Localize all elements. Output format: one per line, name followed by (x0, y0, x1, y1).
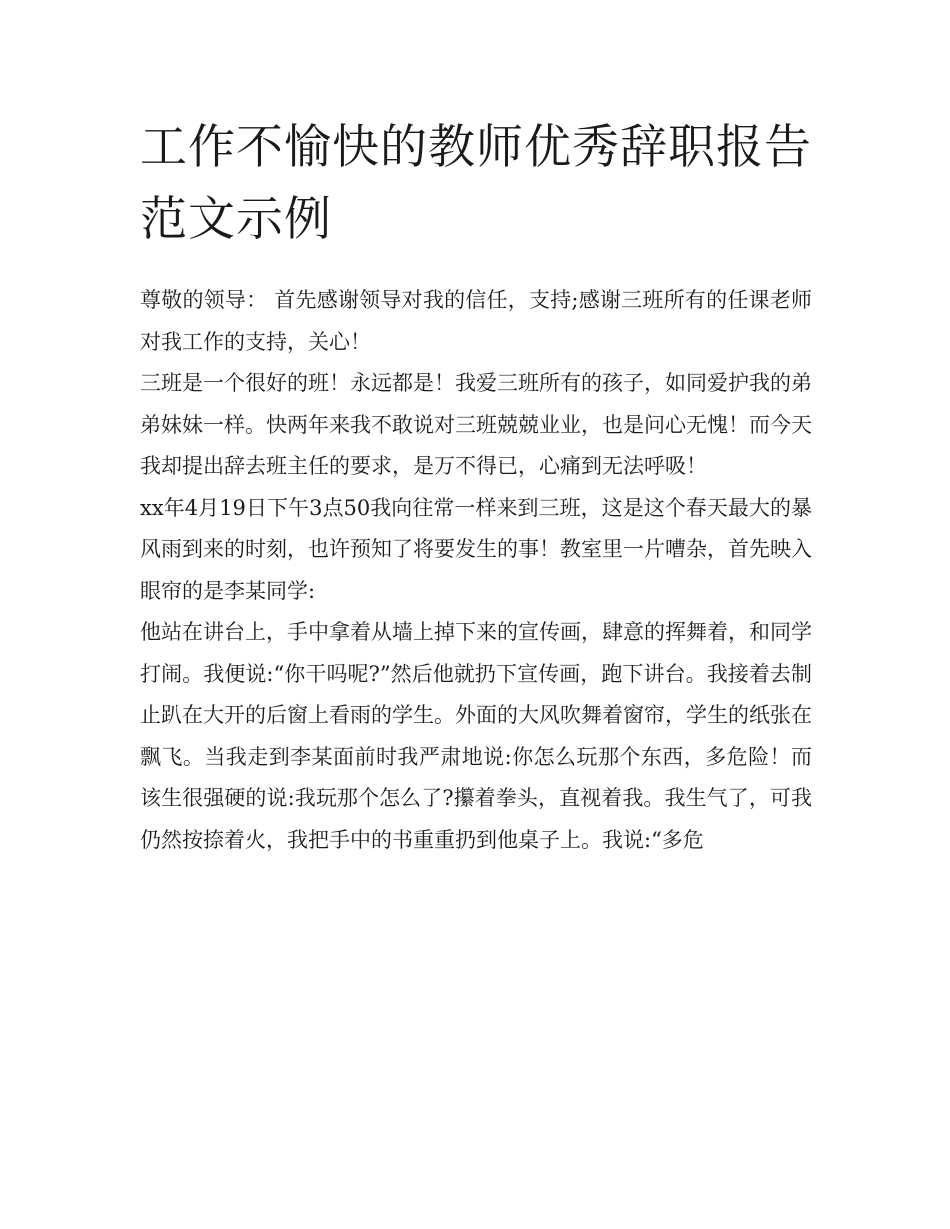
paragraph-incident-date: xx年4月19日下午3点50我向往常一样来到三班，这是这个春天最大的暴风雨到来的时刻，也许预知了将要发生的事！教室里一片嘈杂，首先映入眼帘的是李某同学: (140, 495, 812, 603)
paragraph-greeting: 尊敬的领导： 首先感谢领导对我的信任，支持;感谢三班所有的任课老师对我工作的支持，关心！ (140, 288, 812, 354)
document-title: 工作不愉快的教师优秀辞职报告范文示例 (140, 120, 812, 247)
paragraph-incident-details: 他站在讲台上，手中拿着从墙上掉下来的宣传画，肆意的挥舞着，和同学打闹。我便说:“你干吗呢?”然后他就扔下宣传画，跑下讲台。我接着去制止趴在大开的后窗上看雨的学生。外面的大风吹舞着窗帘，学生的纸张在飘飞。当我走到李某面前时我严肃地说:你怎么玩那个东西，多危险！而该生很强硬的说:我玩那个怎么了?攥着拳头，直视着我。我生气了，可我仍然按捺着火，我把手中的书重重扔到他桌子上。我说:“多危 (140, 620, 812, 852)
document-body (140, 280, 812, 861)
paragraph-class-love: 三班是一个很好的班！永远都是！我爱三班所有的孩子，如同爱护我的弟弟妹妹一样。快两年来我不敢说对三班兢兢业业，也是问心无愧！而今天我却提出辞去班主任的要求，是万不得已，心痛到无法呼吸！ (140, 371, 812, 478)
